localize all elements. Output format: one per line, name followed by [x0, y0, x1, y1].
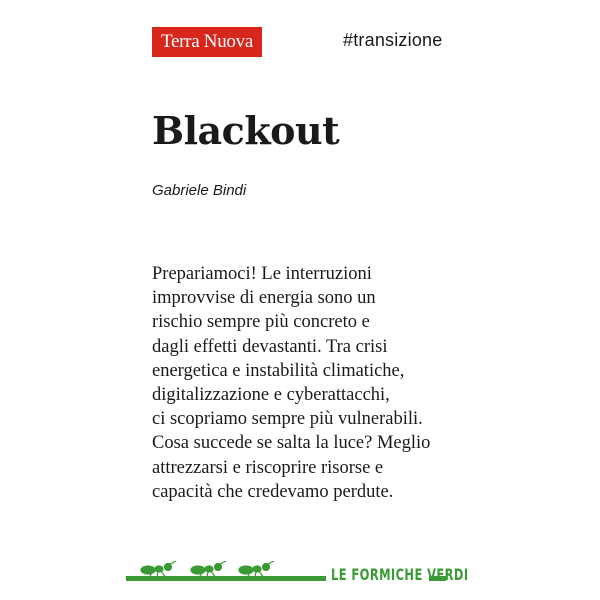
ant-icon — [238, 561, 278, 579]
blurb-line: energetica e instabilità climatiche, — [152, 360, 405, 381]
blurb-line: rischio sempre più concreto e — [152, 312, 370, 333]
blurb-line: improvvise di energia sono un — [152, 288, 376, 309]
series-footer — [126, 555, 469, 585]
blurb-line: Cosa succede se salta la luce? Meglio — [152, 433, 431, 454]
blurb-line: ci scopriamo sempre più vulnerabili. — [152, 409, 423, 430]
blurb-line: dagli effetti devastanti. Tra crisi — [152, 336, 388, 357]
series-label: LE FORMICHE VERDI — [331, 565, 469, 584]
ant-icon — [140, 561, 180, 579]
blurb-line: attrezzarsi e riscoprire risorse e — [152, 457, 384, 478]
publisher-logo: Terra Nuova — [152, 27, 262, 57]
book-title: Blackout — [152, 108, 340, 153]
author-name: Gabriele Bindi — [152, 182, 247, 199]
blurb-line: capacità che credevamo perdute. — [152, 481, 394, 502]
blurb-line: digitalizzazione e cyberattacchi, — [152, 385, 390, 406]
ant-icon — [190, 561, 230, 579]
blurb-line: Prepariamoci! Le interruzioni — [152, 264, 372, 284]
hashtag-label: #transizione — [343, 30, 443, 50]
book-blurb — [152, 262, 462, 504]
